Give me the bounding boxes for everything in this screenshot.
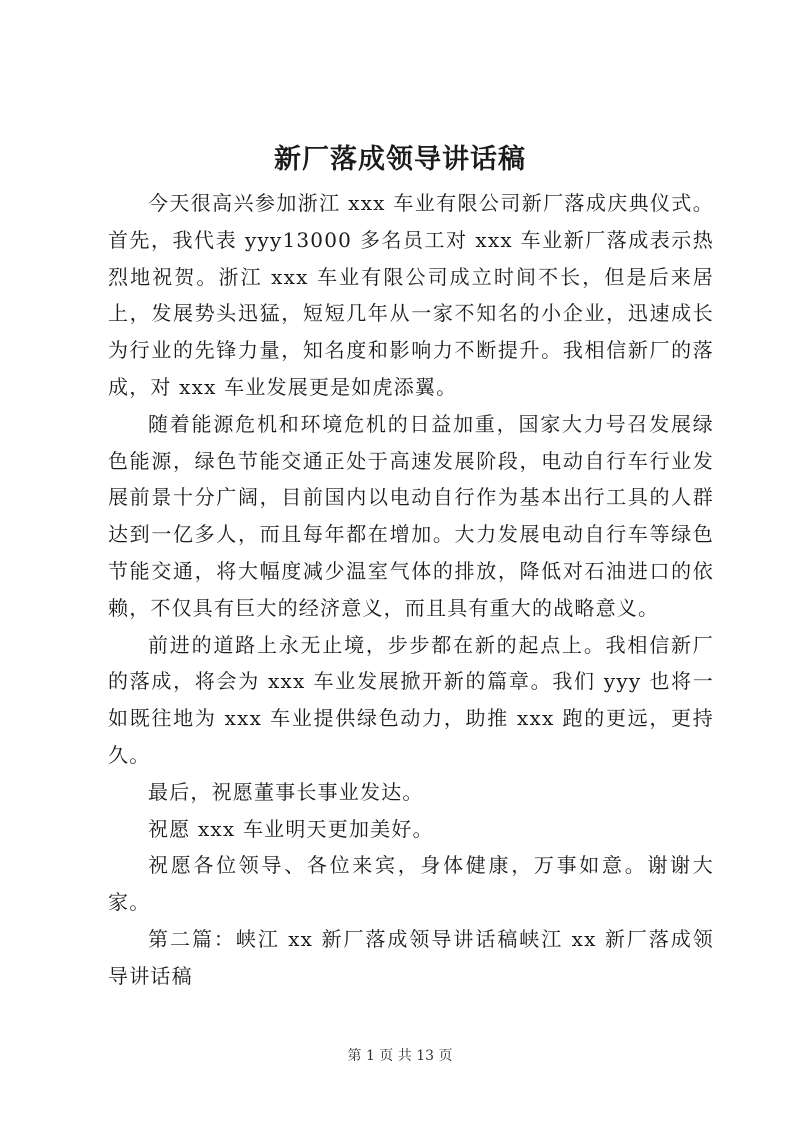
paragraph: 第二篇：峡江 xx 新厂落成领导讲话稿峡江 xx 新厂落成领导讲话稿 [108, 926, 714, 988]
document-body [108, 185, 714, 995]
paragraph: 最后，祝愿董事长事业发达。 [148, 779, 424, 804]
paragraph: 祝愿 xxx 车业明天更加美好。 [148, 816, 434, 841]
document-title: 新厂落成领导讲话稿 [274, 144, 526, 175]
paragraph: 前进的道路上永无止境，步步都在新的起点上。我相信新厂的落成，将会为 xxx 车业发展掀开新的篇章。我们 yyy 也将一如既往地为 xxx 车业提供绿色动力，助推 xxx 跑的更远，更持久。 [108, 632, 714, 767]
paragraph: 祝愿各位领导、各位来宾，身体健康，万事如意。谢谢大家。 [108, 853, 714, 915]
paragraph: 今天很高兴参加浙江 xxx 车业有限公司新厂落成庆典仪式。首先，我代表 yyy13000 多名员工对 xxx 车业新厂落成表示热烈地祝贺。浙江 xxx 车业有限公司成立时间不长，但是后来居上，发展势头迅猛，短短几年从一家不知名的小企业，迅速成长为行业的先锋力量，知名度和影响力不断提升。我相信新厂的落成，对 xxx 车业发展更是如虎添翼。 [108, 191, 714, 399]
paragraph: 随着能源危机和环境危机的日益加重，国家大力号召发展绿色能源，绿色节能交通正处于高速发展阶段，电动自行车行业发展前景十分广阔，目前国内以电动自行作为基本出行工具的人群达到一亿多人，而且每年都在增加。大力发展电动自行车等绿色节能交通，将大幅度减少温室气体的排放，降低对石油进口的依赖，不仅具有巨大的经济意义，而且具有重大的战略意义。 [108, 411, 714, 620]
page-number-footer: 第 1 页 共 13 页 [347, 1048, 453, 1064]
